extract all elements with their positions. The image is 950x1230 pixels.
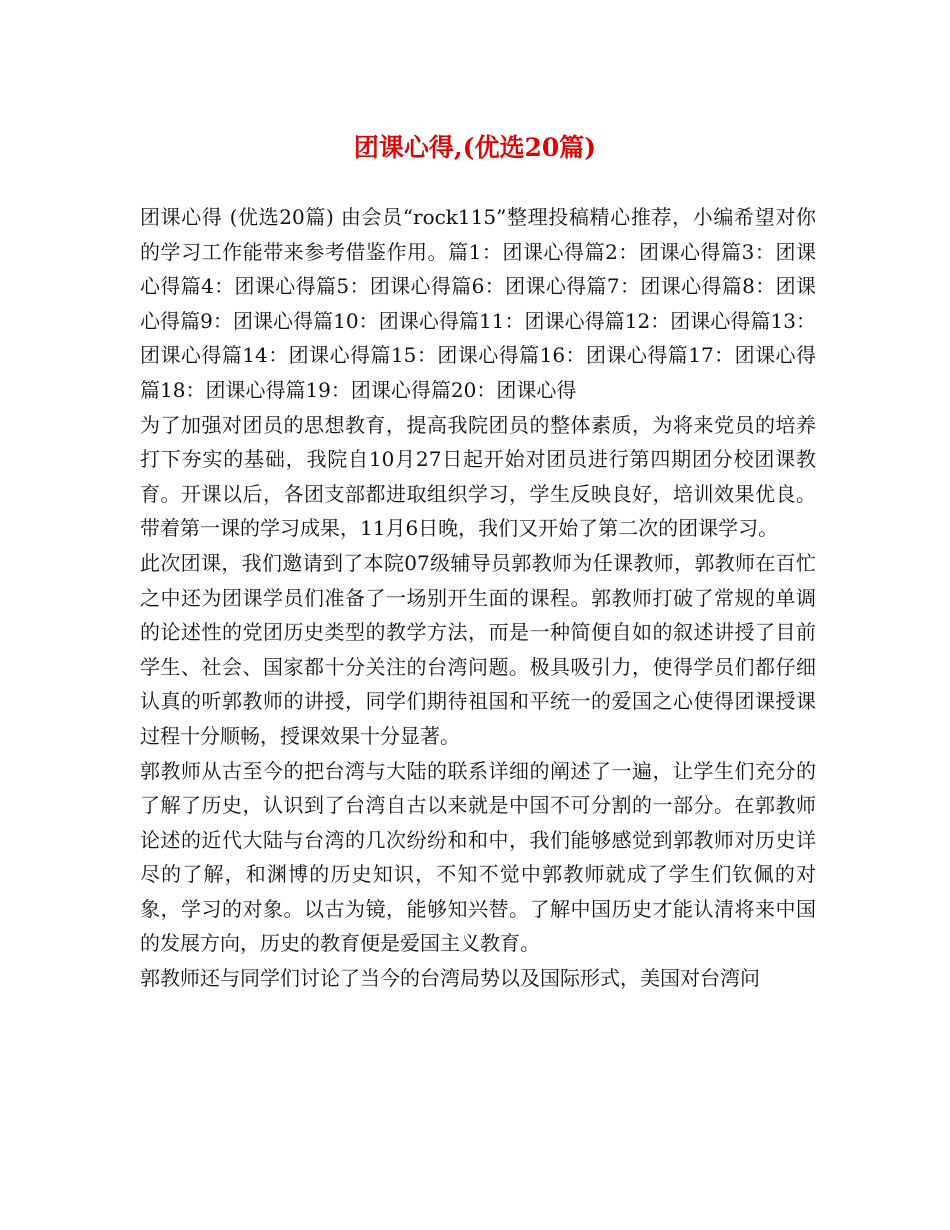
paragraph-4: 郭教师还与同学们讨论了当今的台湾局势以及国际形式，美国对台湾问 [140,966,760,991]
paragraph-3: 郭教师从古至今的把台湾与大陆的联系详细的阐述了一遍，让学生们充分的了解了历史，认识到了台湾自古以来就是中国不可分割的一部分。在郭教师论述的近代大陆与台湾的几次纷纷和和中，我们能够感觉到郭教师对历史详尽的了解，和渊博的历史知识，不知不觉中郭教师就成了学生们钦佩的对象，学习的对象。以古为镜，能够知兴替。了解中国历史才能认清将来中国的发展方向，历史的教育便是爱国主义教育。 [140,758,816,956]
document-title: 团课心得,(优选20篇) [353,133,597,162]
paragraph-intro: 团课心得 (优选20篇) 由会员“rock115”整理投稿精心推荐，小编希望对你的学习工作能带来参考借鉴作用。篇1：团课心得篇2：团课心得篇3：团课心得篇4：团课心得篇5：团课心得篇6：团课心得篇7：团课心得篇8：团课心得篇9：团课心得篇10：团课心得篇11：团课心得篇12：团课心得篇13：团课心得篇14：团课心得篇15：团课心得篇16：团课心得篇17：团课心得篇18：团课心得篇19：团课心得篇20：团课心得 [140,205,816,402]
paragraph-1: 为了加强对团员的思想教育，提高我院团员的整体素质，为将来党员的培养打下夯实的基础，我院自10月27日起开始对团员进行第四期团分校团课教育。开课以后，各团支部都进取组织学习，学生反映良好，培训效果优良。带着第一课的学习成果，11月6日晚，我们又开始了第二次的团课学习。 [140,412,816,541]
document-body [140,200,816,996]
paragraph-2: 此次团课，我们邀请到了本院07级辅导员郭教师为任课教师，郭教师在百忙之中还为团课学员们准备了一场别开生面的课程。郭教师打破了常规的单调的论述性的党团历史类型的教学方法，而是一种简便自如的叙述讲授了目前学生、社会、国家都十分关注的台湾问题。极具吸引力，使得学员们都仔细认真的听郭教师的讲授，同学们期待祖国和平统一的爱国之心使得团课授课过程十分顺畅，授课效果十分显著。 [140,550,816,748]
